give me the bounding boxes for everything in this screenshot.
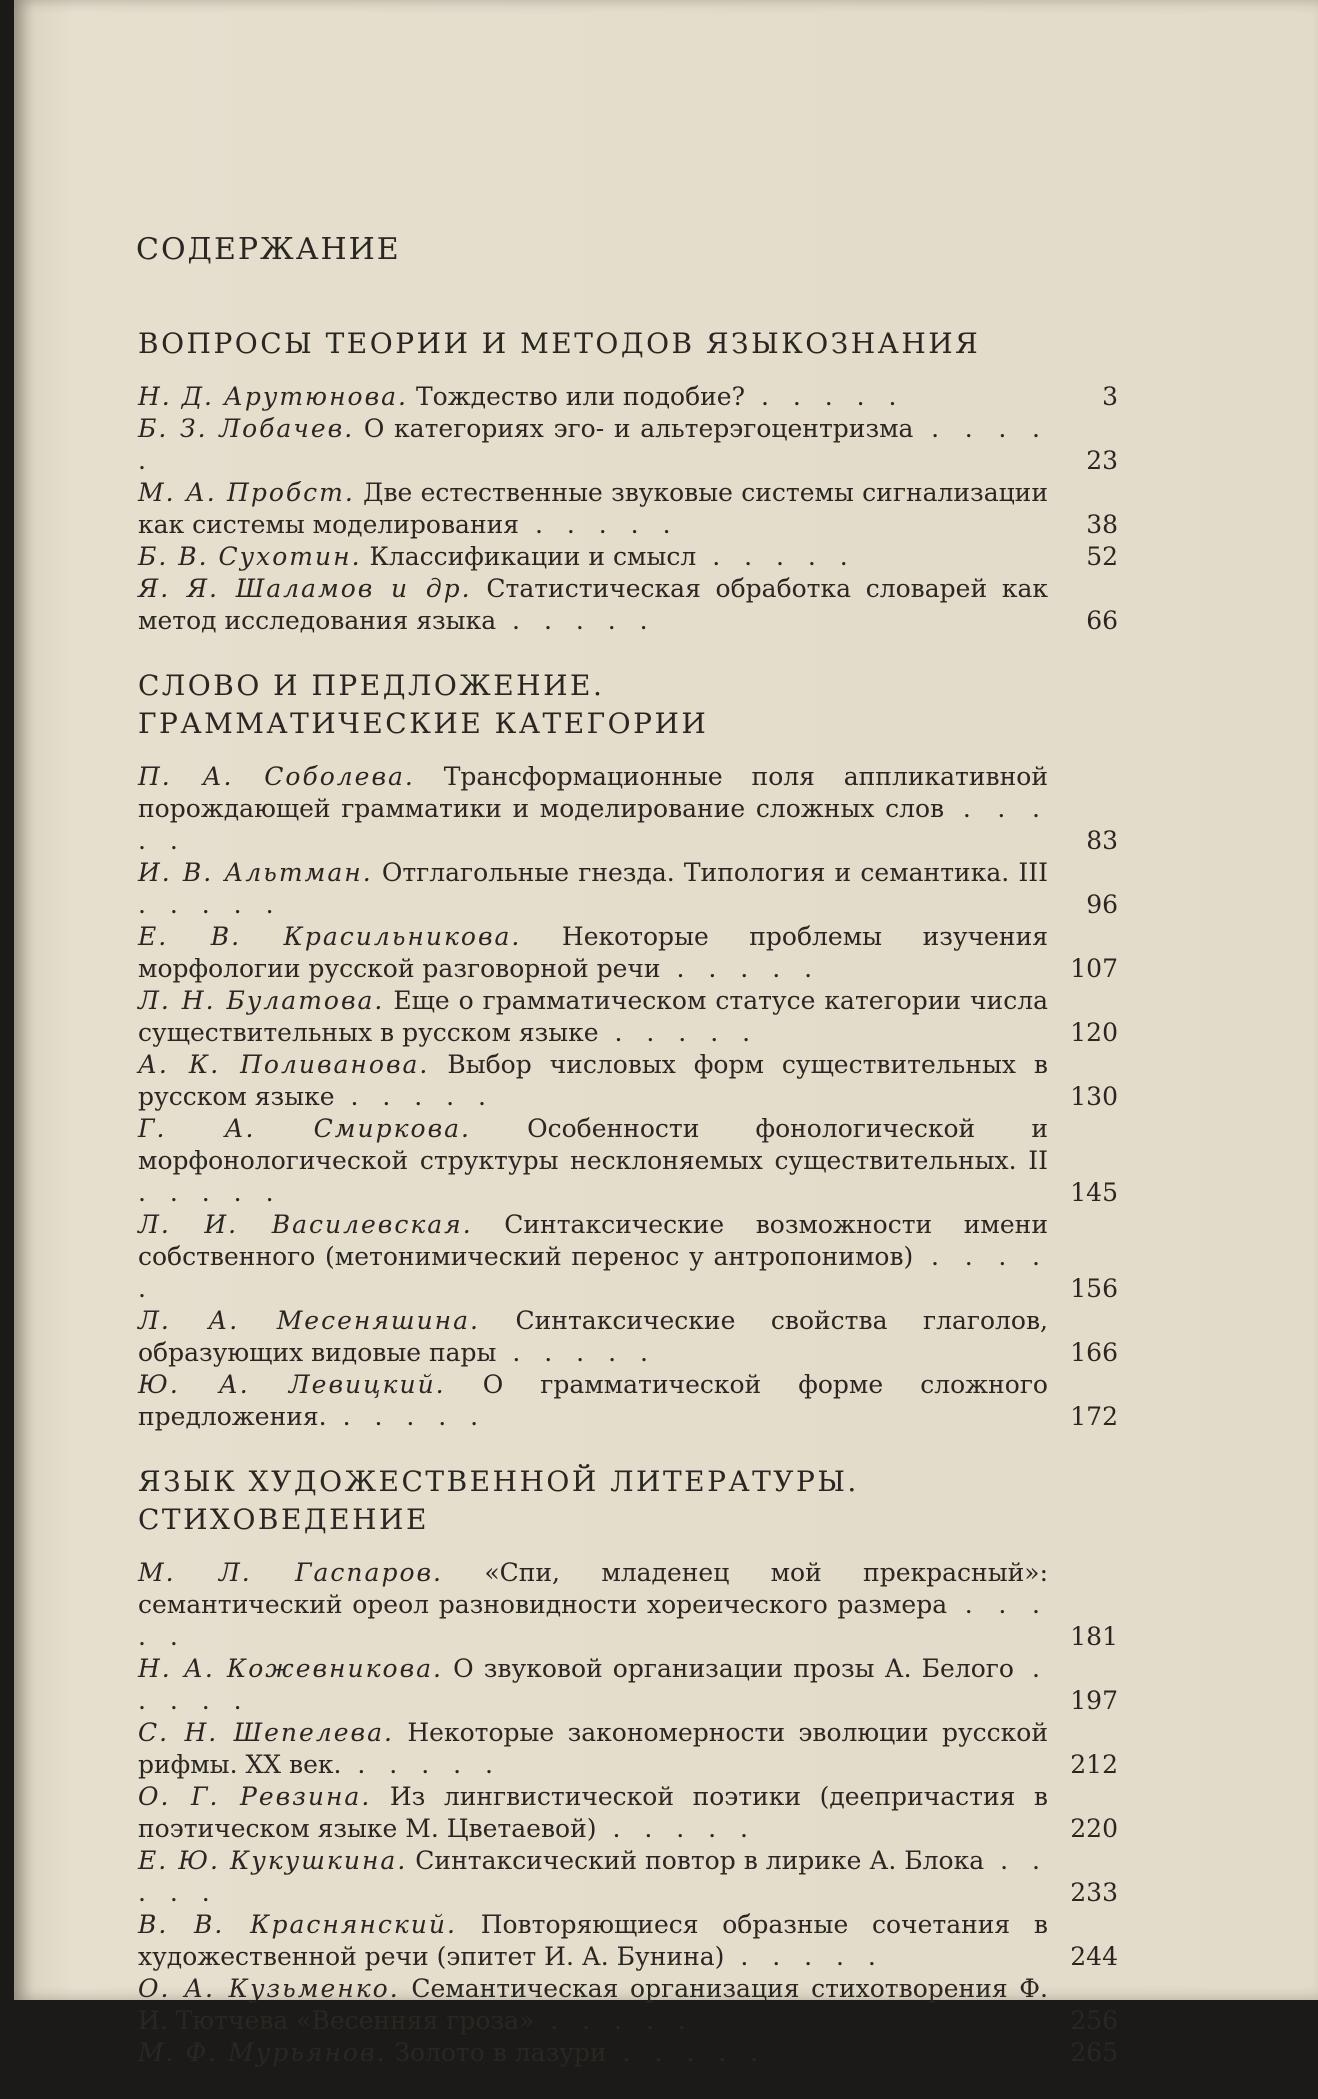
entry-text [138, 1781, 1048, 1845]
entry-text [138, 921, 1048, 985]
entry-page-number: 212 [1070, 1750, 1118, 1779]
entry-page-number: 107 [1070, 954, 1118, 983]
entry-title: О звуковой организации прозы А. Белого [453, 1654, 1014, 1683]
leader-dots: . . . . . [341, 1750, 501, 1779]
leader-dots: . . . . . [660, 954, 821, 983]
entry-title: Некоторые закономерности эволюции русской рифмы. XX век. [138, 1718, 1048, 1779]
entry-page-number: 23 [1086, 446, 1118, 475]
entry-text [138, 761, 1048, 857]
entry-title: Трансформационные поля аппликативной порождающей грамматики и моделирование сложных слов [138, 762, 1048, 823]
entry-text [138, 1305, 1048, 1369]
toc-entry[interactable] [138, 2037, 1118, 2069]
toc-entry[interactable] [138, 477, 1118, 541]
leader-dots: . . . . . [138, 1178, 282, 1207]
toc-section [124, 667, 1124, 1433]
section-title-line: ЯЗЫК ХУДОЖЕСТВЕННОЙ ЛИТЕРАТУРЫ. [138, 1465, 859, 1498]
entry-title: «Спи, младенец мой прекрасный»: семантический ореол разновидности хореического размера [138, 1558, 1048, 1619]
entry-author: А. К. Поливанова. [138, 1050, 430, 1079]
entry-title: Особенности фонологической и морфонологической структуры несклоняемых существительных. II [138, 1114, 1048, 1175]
table-of-contents [124, 232, 1124, 2099]
toc-section [124, 325, 1124, 637]
leader-dots: . . . . . [745, 382, 905, 411]
entry-author: Б. З. Лобачев. [138, 414, 355, 443]
entry-page-number: 181 [1070, 1622, 1118, 1651]
entry-page-number: 265 [1070, 2038, 1118, 2067]
entry-text [138, 1557, 1048, 1653]
entry-text [138, 1049, 1048, 1113]
toc-entry[interactable] [138, 1781, 1118, 1845]
entry-page-number: 145 [1070, 1178, 1118, 1207]
sections-container [124, 325, 1124, 2069]
toc-entry[interactable] [138, 381, 1118, 413]
leader-dots: . . . . . [519, 510, 679, 539]
entry-author: Ю. А. Левицкий. [138, 1370, 446, 1399]
entry-page-number: 38 [1086, 510, 1118, 539]
entry-author: П. А. Соболева. [138, 762, 415, 791]
leader-dots: . . . . . [334, 1082, 494, 1111]
entry-page-number: 66 [1086, 606, 1118, 635]
entry-title: Две естественные звуковые системы сигнализации как системы моделирования [138, 478, 1048, 539]
entry-author: Б. В. Сухотин. [138, 542, 362, 571]
entry-author: О. А. Кузьменко. [138, 1974, 400, 2003]
section-title [138, 325, 1124, 363]
entry-page-number: 3 [1102, 382, 1118, 411]
entry-author: И. В. Альтман. [138, 858, 373, 887]
leader-dots: . . . . . [496, 1338, 656, 1367]
leader-dots: . . . . . [138, 1846, 1048, 1907]
section-title-line: ГРАММАТИЧЕСКИЕ КАТЕГОРИИ [138, 707, 709, 740]
leader-dots: . . . . . [138, 1590, 1048, 1651]
entry-title: Классификации и смысл [369, 542, 697, 571]
entry-page-number: 166 [1070, 1338, 1118, 1367]
leader-dots: . . . . . [326, 1402, 487, 1431]
entry-title: О грамматической форме сложного предложения. [138, 1370, 1048, 1431]
toc-entry[interactable] [138, 1209, 1118, 1305]
toc-entry[interactable] [138, 1113, 1118, 1209]
toc-entry[interactable] [138, 761, 1118, 857]
leader-dots: . . . . . [534, 2006, 694, 2035]
leader-dots: . . . . . [596, 1814, 756, 1843]
entry-text [138, 985, 1048, 1049]
entry-text [138, 2037, 1048, 2069]
toc-entry[interactable] [138, 985, 1118, 1049]
entry-text [138, 1653, 1048, 1717]
entry-page-number: 96 [1086, 890, 1118, 919]
toc-entry[interactable] [138, 1717, 1118, 1781]
entry-page-number: 233 [1070, 1878, 1118, 1907]
leader-dots: . . . . . [598, 1018, 759, 1047]
entry-author: М. Ф. Мурьянов. [138, 2038, 387, 2067]
entry-title: Тождество или подобие? [415, 382, 745, 411]
entry-author: М. А. Пробст. [138, 478, 355, 507]
entry-title: Выбор числовых форм существительных в русском языке [138, 1050, 1048, 1111]
entry-text [138, 381, 1048, 413]
toc-entry[interactable] [138, 1049, 1118, 1113]
entry-text [138, 1113, 1048, 1209]
section-title [138, 1463, 1124, 1539]
entry-title: Синтаксические возможности имени собственного (метонимический перенос у антропонимов) [138, 1210, 1048, 1271]
entry-text [138, 477, 1048, 541]
book-page [14, 0, 1318, 2067]
toc-entry[interactable] [138, 1653, 1118, 1717]
entry-title: Отглагольные гнезда. Типология и семантика. III [381, 858, 1048, 887]
entry-title: Синтаксические свойства глаголов, образующих видовые пары [138, 1306, 1048, 1367]
entry-title: О категориях эго- и альтерэгоцентризма [363, 414, 914, 443]
leader-dots: . . . . . [138, 1242, 1048, 1303]
entry-page-number: 172 [1070, 1402, 1118, 1431]
entry-text [138, 1369, 1048, 1433]
entry-text [138, 1845, 1048, 1909]
entry-text [138, 541, 1048, 573]
leader-dots: . . . . . [606, 2038, 767, 2067]
entry-author: Л. Н. Булатова. [138, 986, 385, 1015]
entry-page-number: 120 [1070, 1018, 1118, 1047]
toc-section [124, 1463, 1124, 2069]
entry-text [138, 1973, 1048, 2037]
entry-title: Повторяющиеся образные сочетания в художественной речи (эпитет И. А. Бунина) [138, 1910, 1049, 1971]
entry-title: Синтаксический повтор в лирике А. Блока [415, 1846, 985, 1875]
leader-dots: . . . . . [496, 606, 656, 635]
toc-entry[interactable] [138, 573, 1118, 637]
entry-page-number: 244 [1070, 1942, 1118, 1971]
entry-title: Некоторые проблемы изучения морфологии русской разговорной речи [138, 922, 1048, 983]
entry-author: Г. А. Смиркова. [138, 1114, 471, 1143]
entry-author: О. Г. Ревзина. [138, 1782, 372, 1811]
section-title-line: СЛОВО И ПРЕДЛОЖЕНИЕ. [138, 669, 605, 702]
leader-dots: . . . . . [138, 794, 1049, 855]
entry-text [138, 573, 1048, 637]
entry-author: Е. В. Красильникова. [138, 922, 522, 951]
entry-title: Еще о грамматическом статусе категории числа существительных в русском языке [138, 986, 1049, 1047]
page-title: СОДЕРЖАНИЕ [136, 232, 401, 267]
leader-dots: . . . . . [138, 414, 1049, 475]
entry-title: Семантическая организация стихотворения Ф. И. Тютчева «Весенняя гроза» [138, 1974, 1048, 2035]
entry-text [138, 857, 1048, 921]
entry-text [138, 1909, 1048, 1973]
entry-author: Л. А. Месеняшина. [138, 1306, 480, 1335]
entry-author: В. В. Краснянский. [138, 1910, 457, 1939]
leader-dots: . . . . . [696, 542, 856, 571]
entry-text [138, 1717, 1048, 1781]
entry-author: М. Л. Гаспаров. [138, 1558, 443, 1587]
entry-author: Н. Д. Арутюнова. [138, 382, 408, 411]
entry-page-number: 256 [1070, 2006, 1118, 2035]
leader-dots: . . . . . [138, 1654, 1048, 1715]
entry-author: Е. Ю. Кукушкина. [138, 1846, 408, 1875]
entry-page-number: 220 [1070, 1814, 1118, 1843]
entry-page-number: 156 [1070, 1274, 1118, 1303]
entry-author: Я. Я. Шаламов и др. [138, 574, 472, 603]
leader-dots: . . . . . [724, 1942, 884, 1971]
entry-page-number: 197 [1070, 1686, 1118, 1715]
toc-entry[interactable] [138, 1557, 1118, 1653]
entry-text [138, 1209, 1048, 1305]
toc-entry[interactable] [138, 857, 1118, 921]
entry-page-number: 130 [1070, 1082, 1118, 1111]
entry-page-number: 52 [1086, 542, 1118, 571]
entry-text [138, 413, 1048, 477]
entry-author: Л. И. Василевская. [138, 1210, 473, 1239]
entry-title: Из лингвистической поэтики (деепричастия в поэтическом языке М. Цветаевой) [138, 1782, 1048, 1843]
toc-entry[interactable] [138, 921, 1118, 985]
toc-entry[interactable] [138, 1909, 1118, 1973]
entry-title: Золото в лазури [394, 2038, 607, 2067]
toc-entry[interactable] [138, 1369, 1118, 1433]
toc-entry[interactable] [138, 1305, 1118, 1369]
toc-entry[interactable] [138, 1845, 1118, 1909]
section-title-line: ВОПРОСЫ ТЕОРИИ И МЕТОДОВ ЯЗЫКОЗНАНИЯ [138, 327, 981, 360]
toc-entry[interactable] [138, 1973, 1118, 2037]
section-title-line: СТИХОВЕДЕНИЕ [138, 1503, 429, 1536]
entry-page-number: 83 [1086, 826, 1118, 855]
toc-entry[interactable] [138, 413, 1118, 477]
entry-author: Н. А. Кожевникова. [138, 1654, 444, 1683]
toc-entry[interactable] [138, 541, 1118, 573]
section-title [138, 667, 1124, 743]
entry-title: Статистическая обработка словарей как метод исследования языка [138, 574, 1048, 635]
entry-author: С. Н. Шепелева. [138, 1718, 394, 1747]
leader-dots: . . . . . [138, 890, 282, 919]
